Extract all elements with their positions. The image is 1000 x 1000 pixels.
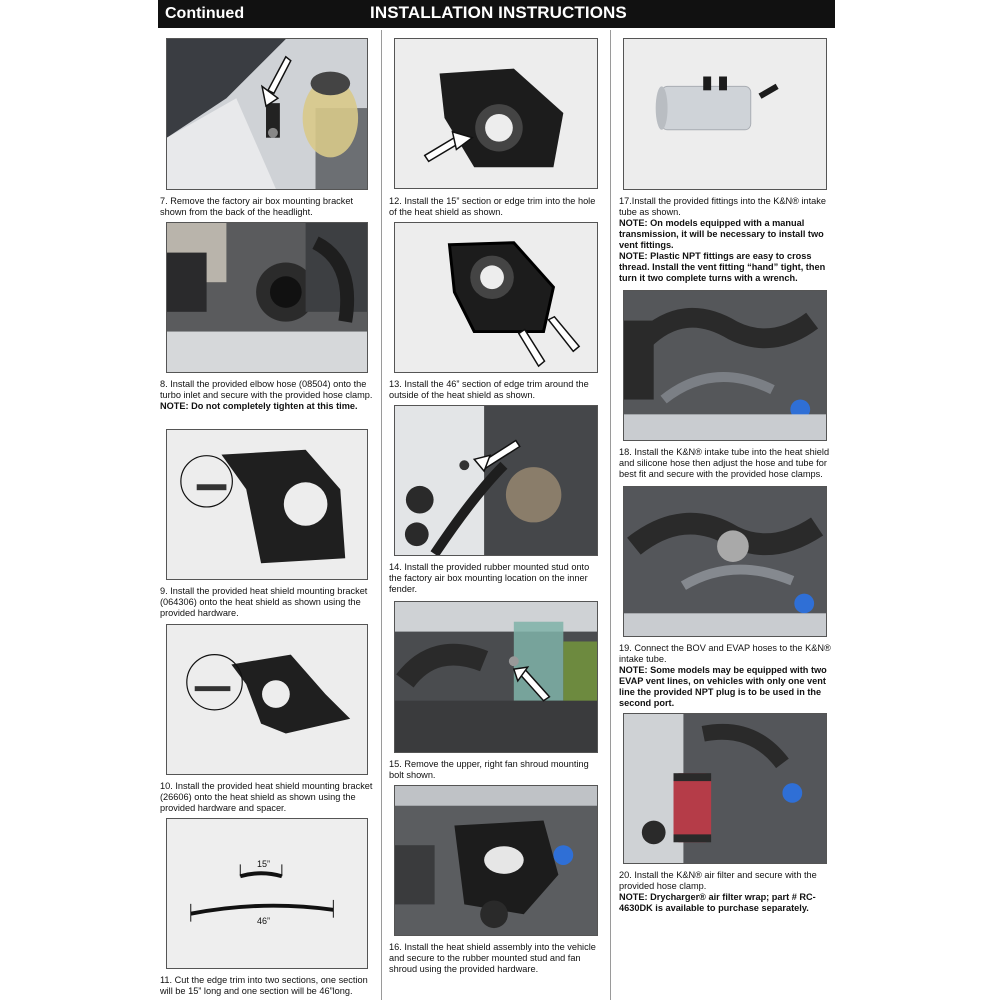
caption-step-8: 8. Install the provided elbow hose (08504) onto the turbo inlet and secure with the provided hose clamp. NOTE: Do not completely tighten at this time. <box>160 379 376 412</box>
page-title: INSTALLATION INSTRUCTIONS <box>370 3 627 22</box>
caption-step-13: 13. Install the 46” section of edge trim around the outside of the heat shield as shown. <box>389 379 589 400</box>
caption-step-11: 11. Cut the edge trim into two sections, one section will be 15” long and one section will be 46”long. <box>160 975 368 996</box>
photo-step-16 <box>394 785 598 936</box>
photo-step-7 <box>166 38 368 190</box>
caption-step-14: 14. Install the provided rubber mounted stud onto the factory air box mounting location on the inner fender. <box>389 562 590 594</box>
photo-step-15 <box>394 601 598 753</box>
note-step-17-b: NOTE: Plastic NPT fittings are easy to cross thread. Install the vent fitting “hand” tight, then turn it two complete turns with a wrench. <box>619 251 826 283</box>
photo-step-17 <box>623 38 827 190</box>
caption-step-12: 12. Install the 15” section or edge trim into the hole of the heat shield as shown. <box>389 196 596 217</box>
caption-step-16: 16. Install the heat shield assembly into the vehicle and secure to the rubber mounted stud and fan shroud using the provided hardware. <box>389 942 596 974</box>
caption-step-9: 9. Install the provided heat shield mounting bracket (064306) onto the heat shield as shown using the provided hardware. <box>160 586 368 618</box>
caption-step-20: 20. Install the K&N® air filter and secure with the provided hose clamp. NOTE: Drycharger® air filter wrap; part # RC-4630DK is available to purchase separately. <box>619 870 835 914</box>
photo-step-10 <box>166 624 368 775</box>
caption-step-7: 7. Remove the factory air box mounting bracket shown from the back of the headlight. <box>160 196 354 217</box>
photo-step-14 <box>394 405 598 556</box>
trim-label-15: 15” <box>257 859 271 869</box>
photo-step-9 <box>166 429 368 580</box>
note-step-17-a: NOTE: On models equipped with a manual transmission, it will be necessary to install two vent fittings. <box>619 218 824 250</box>
column-divider-2 <box>610 30 611 1000</box>
photo-step-12 <box>394 38 598 189</box>
photo-step-18 <box>623 290 827 441</box>
photo-step-13 <box>394 222 598 373</box>
caption-step-17: 17.Install the provided fittings into the K&N® intake tube as shown. NOTE: On models equipped with a manual transmission, it will be necessary to install two vent fittings. NOTE: Plastic NPT fittings are easy to cross thread. Install the vent fitting “hand” tight, then turn it two complete turns with a wrench. <box>619 196 835 284</box>
caption-step-15: 15. Remove the upper, right fan shroud mounting bolt shown. <box>389 759 589 780</box>
note-step-20: NOTE: Drycharger® air filter wrap; part # RC-4630DK is available to purchase separately. <box>619 892 816 913</box>
caption-step-18: 18. Install the K&N® intake tube into the heat shield and silicone hose then adjust the hose and tube for best fit and secure with the provided hose clamps. <box>619 447 830 479</box>
caption-step-19: 19. Connect the BOV and EVAP hoses to the K&N® intake tube. NOTE: Some models may be equipped with two EVAP vent lines, on vehicles with only one vent line the provided NPT plug is to be used in the second port. <box>619 643 835 709</box>
note-step-19: NOTE: Some models may be equipped with two EVAP vent lines, on vehicles with only one vent line the provided NPT plug is to be used in the second port. <box>619 665 827 708</box>
header-bar <box>158 0 835 28</box>
note-step-8: NOTE: Do not completely tighten at this time. <box>160 401 358 411</box>
continued-label: Continued <box>165 5 245 22</box>
photo-step-11 <box>166 818 368 969</box>
photo-step-8 <box>166 222 368 373</box>
column-divider-1 <box>381 30 382 1000</box>
photo-step-19 <box>623 486 827 637</box>
photo-step-20 <box>623 713 827 864</box>
caption-step-10: 10. Install the provided heat shield mounting bracket (26606) onto the heat shield as shown using the provided hardware and spacer. <box>160 781 373 813</box>
trim-label-46: 46” <box>257 916 271 926</box>
